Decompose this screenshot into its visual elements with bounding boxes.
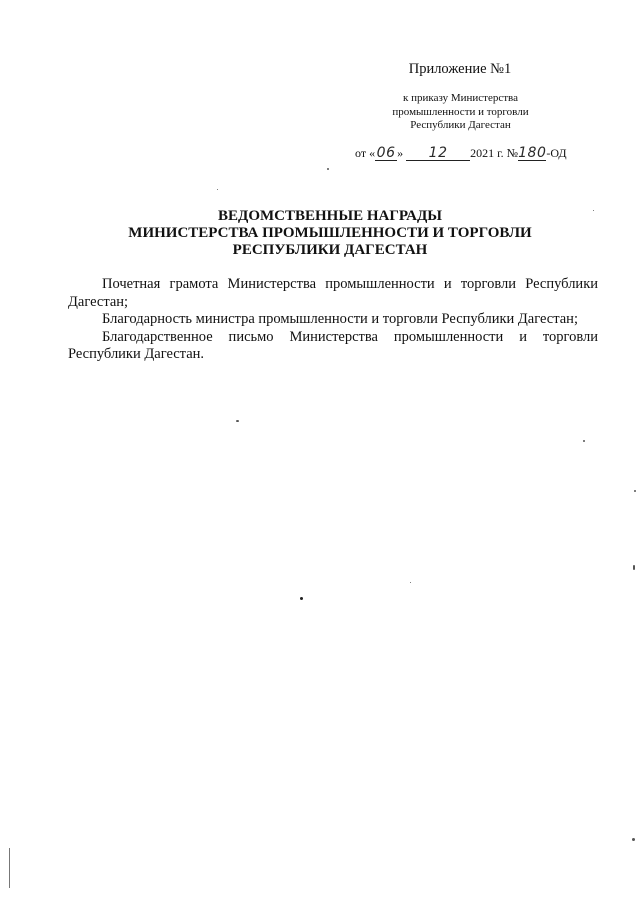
heading-line: МИНИСТЕРСТВА ПРОМЫШЛЕННОСТИ И ТОРГОВЛИ bbox=[128, 225, 532, 241]
document-heading bbox=[80, 208, 580, 259]
date-prefix: от « bbox=[355, 146, 376, 160]
award-item: Благодарственное письмо Министерства промышленности и торговли Республики Дагестан. bbox=[68, 328, 598, 362]
date-after-day: » bbox=[397, 146, 404, 160]
date-suffix: -ОД bbox=[546, 146, 567, 160]
order-reference-line: Республики Дагестан bbox=[410, 119, 511, 131]
scan-speck bbox=[633, 565, 635, 570]
scan-speck bbox=[236, 420, 239, 422]
scan-speck bbox=[410, 582, 411, 583]
awards-list bbox=[68, 276, 598, 364]
appendix-title: Приложение №1 bbox=[408, 61, 512, 77]
date-year-text: 2021 г. № bbox=[470, 146, 519, 160]
handwritten-month: 12 bbox=[406, 147, 470, 161]
order-reference-line: к приказу Министерства bbox=[403, 92, 518, 104]
order-reference bbox=[373, 92, 548, 133]
scan-speck bbox=[632, 838, 635, 841]
scan-speck bbox=[327, 168, 329, 170]
award-item: Почетная грамота Министерства промышленности и торговли Республики Дагестан; bbox=[68, 276, 598, 310]
scan-edge-line bbox=[9, 848, 10, 888]
scan-speck bbox=[217, 189, 218, 190]
scan-speck bbox=[593, 210, 594, 211]
order-reference-line: промышленности и торговли bbox=[392, 105, 529, 118]
scan-speck bbox=[634, 490, 636, 492]
award-item: Благодарность министра промышленности и торговли Республики Дагестан; bbox=[102, 311, 578, 327]
heading-line: РЕСПУБЛИКИ ДАГЕСТАН bbox=[232, 242, 428, 258]
handwritten-day: 06 bbox=[376, 145, 396, 161]
handwritten-order-number: 180 bbox=[518, 145, 547, 161]
heading-line: ВЕДОМСТВЕННЫЕ НАГРАДЫ bbox=[218, 208, 442, 224]
scan-speck bbox=[583, 440, 585, 442]
scan-speck bbox=[300, 597, 303, 600]
order-date-line bbox=[355, 145, 567, 161]
